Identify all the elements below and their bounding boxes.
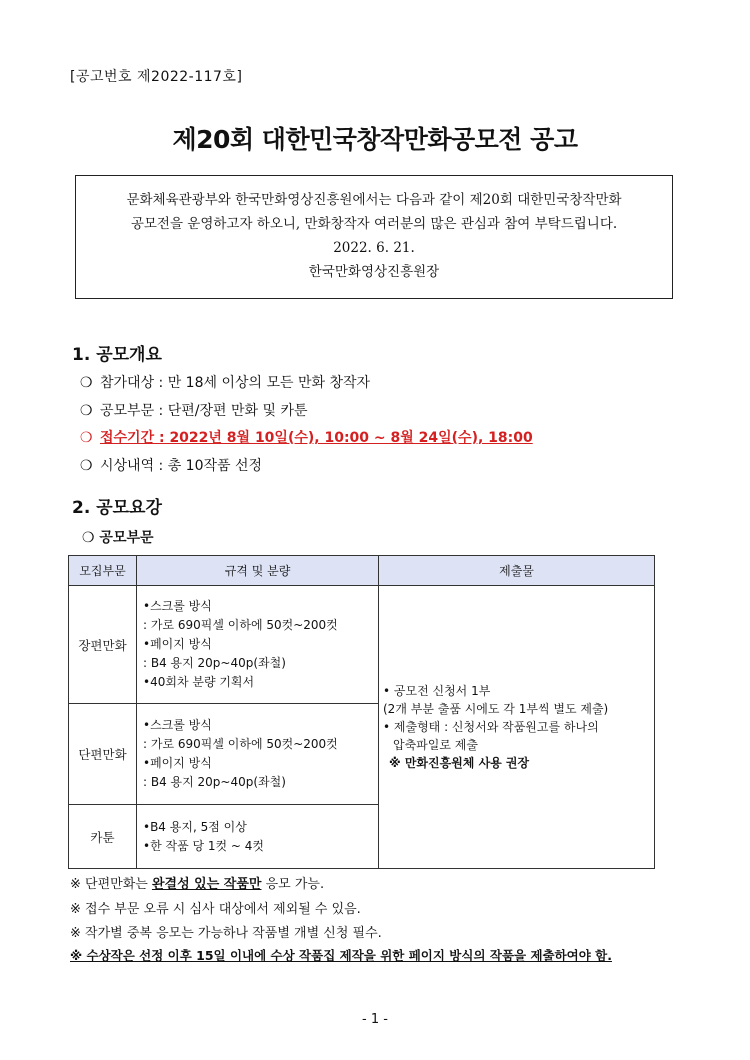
intro-box: [75, 175, 673, 299]
spec-line: •B4 용지, 5점 이상: [143, 819, 247, 834]
intro-date: 2022. 6. 21.: [333, 240, 415, 256]
note-category-error: ※ 접수 부문 오류 시 심사 대상에서 제외될 수 있음.: [70, 902, 361, 917]
overview-item: [80, 455, 262, 475]
spec-cell: [137, 704, 379, 805]
circle-bullet-icon: ❍: [80, 430, 93, 446]
spec-line: : 가로 690픽셀 이하에 50컷~200컷: [143, 737, 338, 751]
submission-line: 압축파일로 제출: [393, 738, 478, 752]
circle-bullet-icon: ❍: [80, 375, 93, 391]
spec-line: : 가로 690픽셀 이하에 50컷~200컷: [143, 618, 338, 632]
overview-item-text: 시상내역 : 총 10작품 선정: [100, 458, 263, 474]
category-cell: 장편만화: [69, 586, 137, 704]
note-text: 응모 가능.: [261, 877, 325, 892]
overview-item-text: 참가대상 : 만 18세 이상의 모든 만화 창작자: [100, 375, 371, 391]
table-row: [69, 586, 655, 704]
table-header: 규격 및 분량: [137, 556, 379, 586]
page-title: 제20회 대한민국창작만화공모전 공고: [172, 125, 578, 154]
note-duplicate-entry: ※ 작가별 중복 응모는 가능하나 작품별 개별 신청 필수.: [70, 926, 382, 941]
submission-line: • 공모전 신청서 1부: [383, 684, 491, 698]
spec-line: •40회차 분량 기획서: [143, 675, 255, 689]
spec-line: •스크롤 방식: [143, 599, 212, 613]
submission-line: (2개 부분 출품 시에도 각 1부씩 별도 제출): [383, 702, 609, 716]
spec-cell: [137, 586, 379, 704]
overview-item-text: 공모부문 : 단편/장편 만화 및 카툰: [100, 403, 308, 419]
spec-line: : B4 용지 20p~40p(좌철): [143, 775, 286, 789]
overview-item-deadline: [80, 427, 533, 447]
table-header-row: [69, 556, 655, 586]
spec-line: •스크롤 방식: [143, 718, 212, 732]
intro-line-2: 공모전을 운영하고자 하오니, 만화창작자 여러분의 많은 관심과 참여 부탁드립니다.: [130, 216, 618, 232]
note-short-comic: [70, 873, 324, 892]
submission-cell: [379, 586, 655, 869]
table-header: 모집부문: [69, 556, 137, 586]
spec-line: •한 작품 당 1컷 ~ 4컷: [143, 838, 265, 853]
note-text: ※ 단편만화는: [70, 877, 152, 892]
category-cell: 단편만화: [69, 704, 137, 805]
submission-line: • 제출형태 : 신청서와 작품원고를 하나의: [383, 720, 599, 734]
intro-line-1: 문화체육관광부와 한국만화영상진흥원에서는 다음과 같이 제20회 대한민국창작만화: [126, 192, 622, 208]
note-winner-submission: ※ 수상작은 선정 이후 15일 이내에 수상 작품집 제작을 위한 페이지 방식의 작품을 제출하여야 함.: [70, 948, 612, 963]
table-header: 제출물: [379, 556, 655, 586]
spec-line: •페이지 방식: [143, 756, 212, 770]
spec-cell: [137, 805, 379, 869]
circle-bullet-icon: ❍: [80, 403, 93, 419]
circle-bullet-icon: ❍: [80, 458, 93, 474]
spec-line: : B4 용지 20p~40p(좌철): [143, 656, 286, 670]
category-cell: 카툰: [69, 805, 137, 869]
notice-number: [공고번호 제2022-117호]: [70, 69, 243, 85]
overview-item: [80, 372, 370, 392]
section2-subheading: ❍ 공모부문: [82, 530, 154, 546]
overview-item-text: 접수기간 : 2022년 8월 10일(수), 10:00 ~ 8월 24일(수), 18:00: [100, 430, 533, 446]
recruit-table: [68, 555, 655, 869]
section1-heading: 1. 공모개요: [72, 345, 162, 365]
page-number: - 1 -: [362, 1012, 388, 1027]
spec-line: •페이지 방식: [143, 637, 212, 651]
intro-signer: 한국만화영상진흥원장: [308, 264, 440, 280]
submission-font-note: ※ 만화진흥원체 사용 권장: [389, 756, 530, 770]
section2-heading: 2. 공모요강: [72, 498, 162, 518]
note-emphasis: 완결성 있는 작품만: [151, 877, 262, 892]
overview-item: [80, 400, 308, 420]
